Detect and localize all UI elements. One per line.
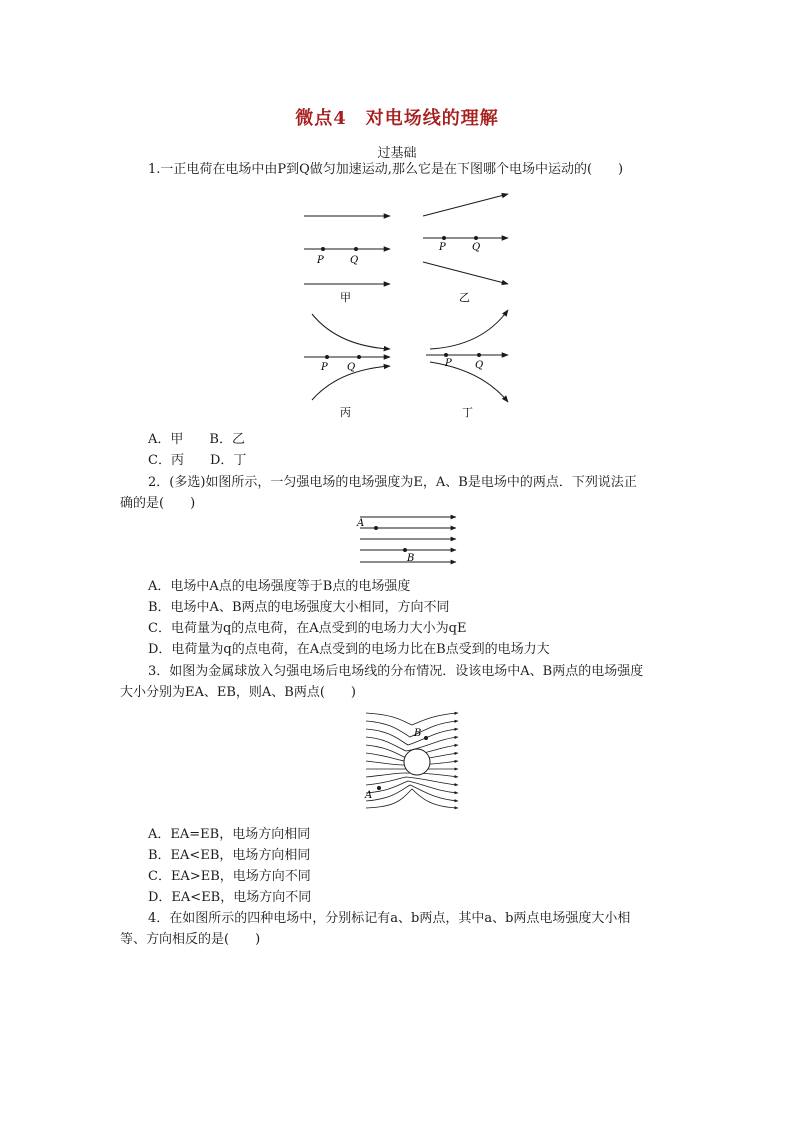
q2-option-a: A．电场中A点的电场强度等于B点的电场强度	[148, 579, 411, 594]
q2-stem-line2: 确的是( )	[120, 496, 196, 511]
q3-option-a: A．EA=EB，电场方向相同	[148, 827, 311, 842]
q2-figure	[354, 512, 464, 572]
q1-options-row2: C．丙 D．丁	[148, 453, 247, 468]
label-p: P	[439, 242, 446, 253]
point-q	[477, 353, 481, 357]
field-ding	[426, 310, 508, 419]
q2-option-c: C．电荷量为q的点电荷，在A点受到的电场力大小为qE	[148, 621, 467, 636]
label-a: A	[357, 518, 365, 529]
field-jia	[304, 216, 390, 304]
label-b: B	[414, 728, 422, 739]
point-q	[357, 355, 361, 359]
label-jia: 甲	[340, 291, 351, 304]
label-p: P	[317, 255, 324, 266]
label-yi: 乙	[459, 291, 470, 304]
q3-stem-line2: 大小分别为EA、EB，则A、B两点( )	[120, 685, 357, 700]
point-a	[374, 526, 378, 530]
q1-stem: 1.一正电荷在电场中由P到Q做匀加速运动,那么它是在下图哪个电场中运动的( )	[148, 162, 624, 177]
q1-figure	[290, 186, 530, 426]
q2-option-d: D．电荷量为q的点电荷，在A点受到的电场力比在B点受到的电场力大	[148, 642, 550, 657]
point-q	[354, 247, 358, 251]
point-p	[442, 236, 446, 240]
label-a: A	[365, 790, 373, 801]
q3-option-b: B．EA<EB，电场方向相同	[148, 848, 311, 863]
label-bing: 丙	[340, 406, 351, 419]
label-p: P	[445, 358, 452, 369]
metal-sphere	[404, 749, 430, 775]
page-title: 微点4 对电场线的理解	[295, 108, 499, 129]
point-p	[325, 355, 329, 359]
label-q: Q	[350, 255, 359, 266]
point-a	[377, 786, 381, 790]
q3-figure	[362, 707, 468, 811]
q2-option-b: B．电场中A、B两点的电场强度大小相同，方向不同	[148, 600, 450, 615]
label-q: Q	[475, 360, 484, 371]
q3-option-d: D．EA<EB，电场方向不同	[148, 890, 312, 905]
q3-option-c: C．EA>EB，电场方向不同	[148, 869, 311, 884]
section-heading: 过基础	[377, 146, 417, 161]
field-yi	[423, 194, 508, 304]
field-bing	[304, 314, 390, 419]
label-b: B	[407, 553, 415, 564]
label-ding: 丁	[462, 406, 473, 419]
q2-stem-line1: 2．(多选)如图所示，一匀强电场的电场强度为E，A、B是电场中的两点．下列说法正	[148, 475, 637, 490]
q4-stem-line2: 等、方向相反的是( )	[120, 932, 261, 947]
point-b	[403, 548, 407, 552]
label-q: Q	[472, 242, 481, 253]
point-p	[321, 247, 325, 251]
q4-stem-line1: 4．在如图所示的四种电场中，分别标记有a、b两点，其中a、b两点电场强度大小相	[148, 911, 631, 926]
q1-options-row1: A．甲 B．乙	[148, 432, 245, 447]
q3-stem-line1: 3．如图为金属球放入匀强电场后电场线的分布情况．设该电场中A、B两点的电场强度	[148, 664, 644, 679]
label-p: P	[321, 362, 328, 373]
point-b	[424, 736, 428, 740]
label-q: Q	[347, 362, 356, 373]
point-p	[444, 353, 448, 357]
point-q	[474, 236, 478, 240]
